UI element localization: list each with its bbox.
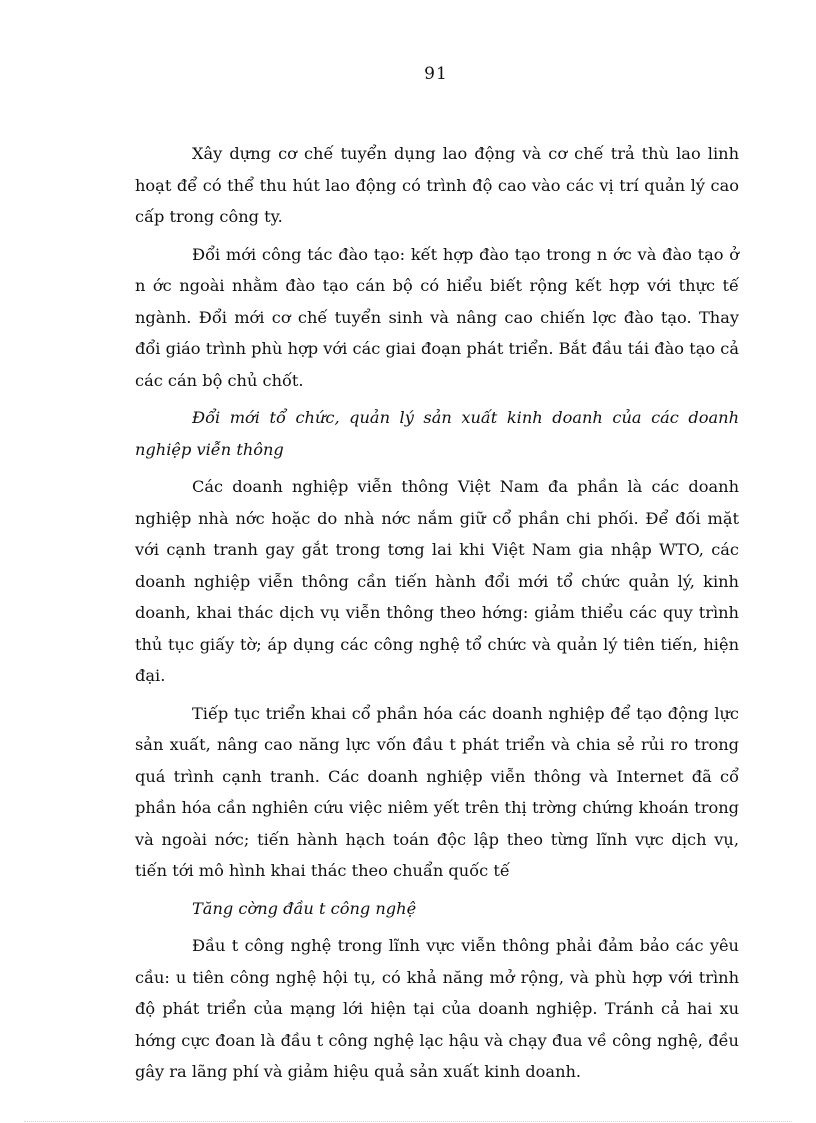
paragraph-training: Đổi mới công tác đào tạo: kết hợp đào tạo trong n ớc và đào tạo ở n ớc ngoài nhằm đào tạo cán bộ có hiểu biết rộng kết hợp với thực tế ngành. Đổi mới cơ chế tuyển sinh và nâng cao chiến lợc đào tạo. Thay đổi giáo trình phù hợp với các giai đoạn phát triển. Bắt đầu tái đào tạo cả các cán bộ chủ chốt. — [135, 244, 739, 390]
section-heading-technology: Tăng cờng đầu t công nghệ — [192, 898, 417, 918]
bottom-divider — [24, 1121, 792, 1122]
page-number: 91 — [424, 64, 448, 84]
section-heading-organization: Đổi mới tổ chức, quản lý sản xuất kinh doanh của các doanh nghiệp viễn thông — [135, 408, 739, 459]
paragraph-enterprises: Các doanh nghiệp viễn thông Việt Nam đa phần là các doanh nghiệp nhà nớc hoặc do nhà nớc nắm giữ cổ phần chi phối. Để đối mặt với cạnh tranh gay gắt trong tơng lai khi Việt Nam gia nhập WTO, các doanh nghiệp viễn thông cần tiến hành đổi mới tổ chức quản lý, kinh doanh, khai thác dịch vụ viễn thông theo hớng: giảm thiểu các quy trình thủ tục giấy tờ; áp dụng các công nghệ tổ chức và quản lý tiên tiến, hiện đại. — [135, 477, 739, 685]
paragraph-technology-investment: Đầu t công nghệ trong lĩnh vực viễn thông phải đảm bảo các yêu cầu: u tiên công nghệ hội tụ, có khả năng mở rộng, và phù hợp với trình độ phát triển của mạng lới hiện tại của doanh nghiệp. Tránh cả hai xu hớng cực đoan là đầu t công nghệ lạc hậu và chạy đua về công nghệ, đều gây ra lãng phí và giảm hiệu quả sản xuất kinh doanh. — [135, 936, 739, 1081]
paragraph-equitization: Tiếp tục triển khai cổ phần hóa các doanh nghiệp để tạo động lực sản xuất, nâng cao năng lực vốn đầu t phát triển và chia sẻ rủi ro trong quá trình cạnh tranh. Các doanh nghiệp viễn thông và Internet đã cổ phần hóa cần nghiên cứu việc niêm yết trên thị trờng chứng khoán trong và ngoài nớc; tiến hành hạch toán độc lập theo từng lĩnh vực dịch vụ, tiến tới mô hình khai thác theo chuẩn quốc tế — [135, 703, 739, 880]
document-body — [135, 138, 739, 1088]
paragraph-recruitment: Xây dựng cơ chế tuyển dụng lao động và cơ chế trả thù lao linh hoạt để có thể thu hút lao động có trình độ cao vào các vị trí quản lý cao cấp trong công ty. — [135, 144, 739, 226]
